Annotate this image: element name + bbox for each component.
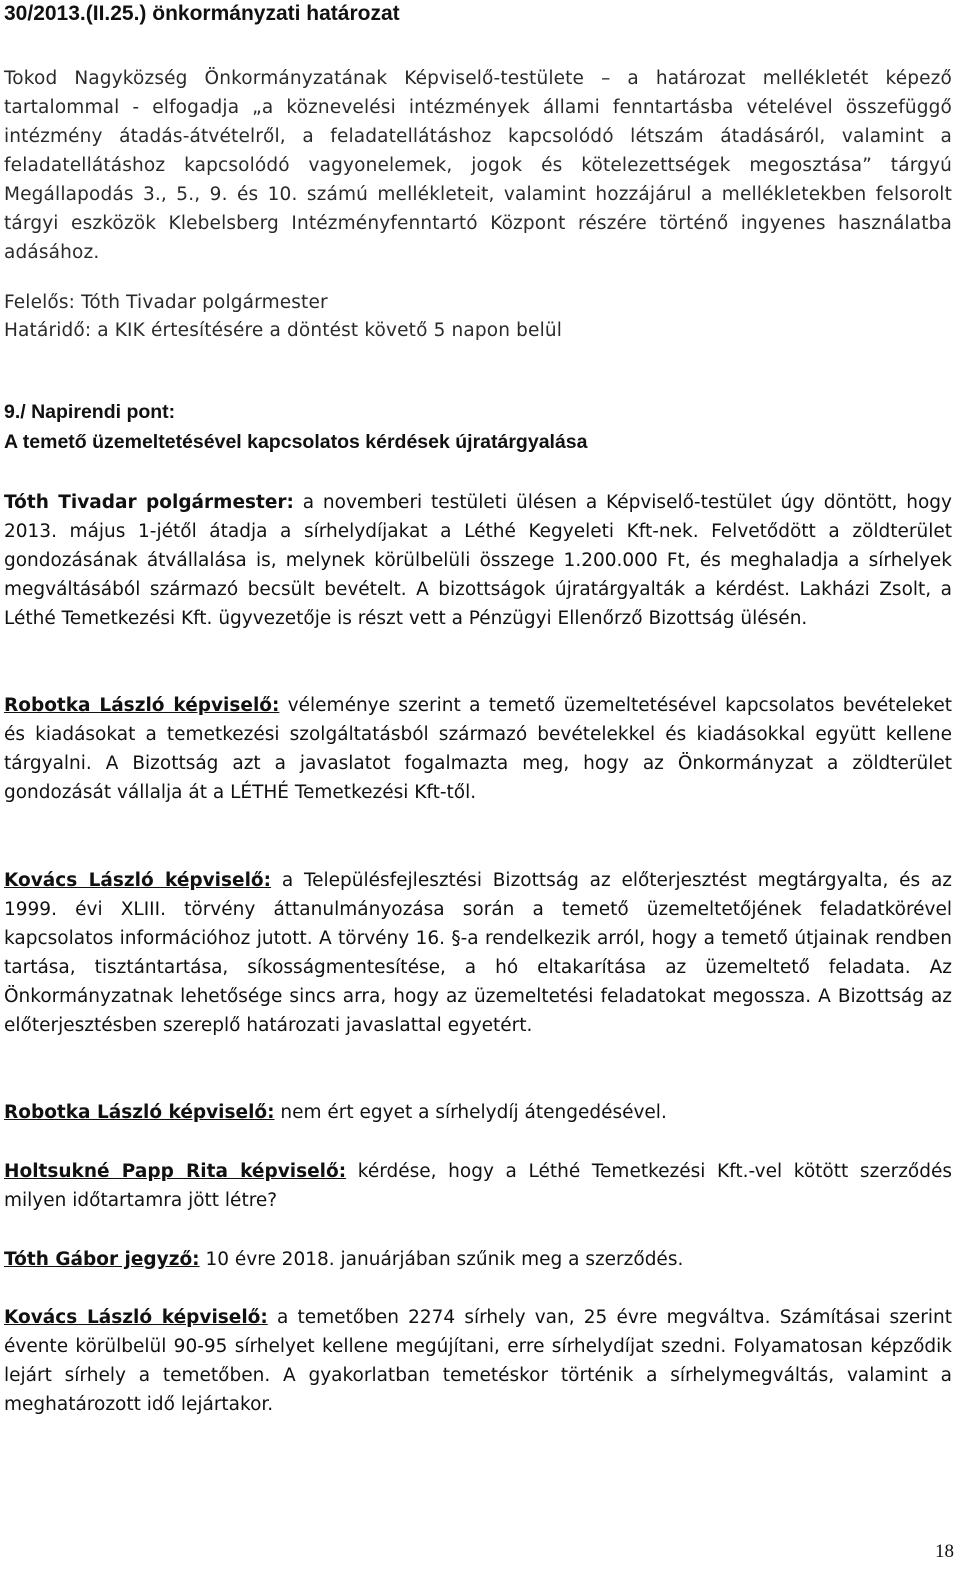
paragraph-7	[4, 1303, 952, 1419]
speaker-name: Tóth Gábor jegyző:	[4, 1249, 200, 1270]
paragraph-1	[4, 488, 952, 633]
agenda-title: A temető üzemeltetésével kapcsolatos kérdések újratárgyalása	[4, 431, 588, 453]
speech-text: a Településfejlesztési Bizottság az előterjesztést megtárgyalta, és az 1999. évi XLIII. törvény áttanulmányozása során a temető üzemeltetőjének feladatkörével kapcsolatos információhoz jutott. A törvény 16. §-a rendelkezik arról, hogy a temető útjainak rendben tartása, tisztántartása, síkosságmentesítése, a hó eltakarítása az üzemeltető feladata. Az Önkormányzatnak lehetősége sincs arra, hogy az üzemeltetési feladatokat megossza. A Bizottság az előterjesztésben szereplő határozati javaslattal egyetért.	[4, 870, 952, 1036]
paragraph-6	[4, 1245, 952, 1274]
speech-text: 10 évre 2018. januárjában szűnik meg a szerződés.	[199, 1249, 684, 1270]
speaker-name: Robotka László képviselő:	[4, 695, 280, 716]
paragraph-5	[4, 1157, 952, 1215]
speaker-name: Kovács László képviselő:	[4, 870, 272, 891]
speaker-name: Kovács László képviselő:	[4, 1307, 268, 1328]
speech-text: a temetőben 2274 sírhely van, 25 évre megváltva. Számításai szerint évente körülbelül 90-95 sírhelyet kellene megújítani, erre sírhelydíjat szedni. Folyamatosan képződik lejárt sírhely a temetőben. A gyakorlatban temetéskor történik a sírhelymegváltás, valamint a meghatározott idő lejártakor.	[4, 1307, 952, 1415]
speaker-name: Holtsukné Papp Rita képviselő:	[4, 1161, 347, 1182]
speech-text: kérdése, hogy a Léthé Temetkezési Kft.-vel kötött szerződés milyen időtartamra jött létre?	[4, 1161, 952, 1211]
paragraph-2	[4, 691, 952, 807]
speech-text: véleménye szerint a temető üzemeltetésével kapcsolatos bevételeket és kiadásokat a temetkezési szolgáltatásból származó bevételekkel és kiadásokkal együtt kellene tárgyalni. A Bizottság azt a javaslatot fogalmazta meg, hogy az Önkormányzat a zöldterület gondozását vállalja át a LÉTHÉ Temetkezési Kft-től.	[4, 695, 952, 803]
speaker-name: Robotka László képviselő:	[4, 1102, 275, 1123]
paragraph-3	[4, 866, 952, 1040]
resolution-responsible: Felelős: Tóth Tivadar polgármester	[4, 292, 328, 313]
resolution-title: 30/2013.(II.25.) önkormányzati határozat	[4, 2, 400, 25]
paragraph-4	[4, 1098, 952, 1127]
speech-text: a novemberi testületi ülésen a Képviselő-testület úgy döntött, hogy 2013. május 1-jétől átadja a sírhelydíjakat a Léthé Kegyeleti Kft-nek. Felvetődött a zöldterület gondozásának átvállalása is, melynek körülbelüli összege 1.200.000 Ft, és meghaladja a sírhelyek megváltásából származó becsült bevételt. A bizottságok újratárgyalták a kérdést. Lakházi Zsolt, a Léthé Temetkezési Kft. ügyvezetője is részt vett a Pénzügyi Ellenőrző Bizottság ülésén.	[4, 492, 953, 629]
resolution-text: Tokod Nagyközség Önkormányzatának Képviselő-testülete – a határozat mellékletét képező tartalommal - elfogadja „a köznevelési intézmények állami fenntartásba vételével összefüggő intézmény átadás-átvételről, a feladatellátáshoz kapcsolódó létszám átadásáról, valamint a feladatellátáshoz kapcsolódó vagyonelemek, jogok és kötelezettségek megosztása” tárgyú Megállapodás 3., 5., 9. és 10. számú mellékleteit, valamint hozzájárul a mellékletekben felsorolt tárgyi eszközök Klebelsberg Intézményfenntartó Központ részére történő ingyenes használatba adásához.	[4, 68, 952, 263]
agenda-number: 9./ Napirendi pont:	[4, 401, 176, 423]
page-number: 18	[935, 1541, 954, 1562]
speaker-name: Tóth Tivadar polgármester:	[4, 492, 294, 513]
resolution-deadline: Határidő: a KIK értesítésére a döntést követő 5 napon belül	[4, 320, 563, 341]
speech-text: nem ért egyet a sírhelydíj átengedésével.	[274, 1102, 667, 1123]
